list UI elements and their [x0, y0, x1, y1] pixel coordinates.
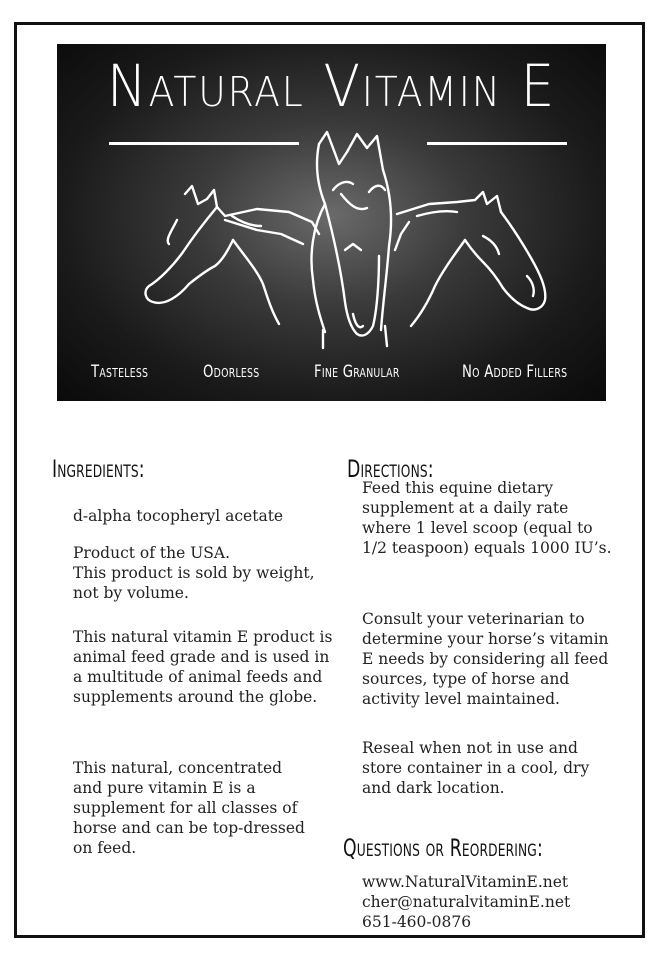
feature-odorless: Odorless	[203, 362, 260, 382]
three-horse-heads-illustration	[57, 44, 606, 401]
ingredients-item-1: d-alpha tocopheryl acetate	[73, 507, 284, 525]
feature-list	[57, 362, 606, 392]
directions-item-2: Consult your veterinarian to determine your horse’s vitamin E needs by considering all feed sources, type of horse and activity level maintained.	[362, 610, 609, 708]
product-banner	[57, 44, 606, 401]
ingredients-item-4: This natural, concentrated and pure vitamin E is a supplement for all classes of horse and can be top-dressed on feed.	[73, 759, 305, 857]
product-title: Natural Vitamin E	[106, 52, 557, 120]
questions-heading: Questions or Reordering:	[343, 834, 543, 862]
ingredients-item-2: Product of the USA. This product is sold by weight, not by volume.	[73, 544, 315, 602]
contact-website: www.NaturalVitaminE.net	[362, 873, 569, 891]
directions-item-3: Reseal when not in use and store container in a cool, dry and dark location.	[362, 739, 590, 797]
contact-phone: 651-460-0876	[362, 913, 472, 931]
feature-fine-granular: Fine Granular	[314, 362, 400, 382]
ingredients-heading: Ingredients:	[52, 455, 145, 483]
ingredients-item-3: This natural vitamin E product is animal feed grade and is used in a multitude of animal feeds and supplements around the globe.	[73, 628, 333, 706]
directions-item-1: Feed this equine dietary supplement at a daily rate where 1 level scoop (equal to 1/2 teaspoon) equals 1000 IU’s.	[362, 479, 612, 557]
feature-no-added-fillers: No Added Fillers	[462, 362, 568, 382]
feature-tasteless: Tasteless	[91, 362, 149, 382]
directions-heading: Directions:	[347, 455, 434, 483]
contact-email: cher@naturalvitaminE.net	[362, 893, 571, 911]
